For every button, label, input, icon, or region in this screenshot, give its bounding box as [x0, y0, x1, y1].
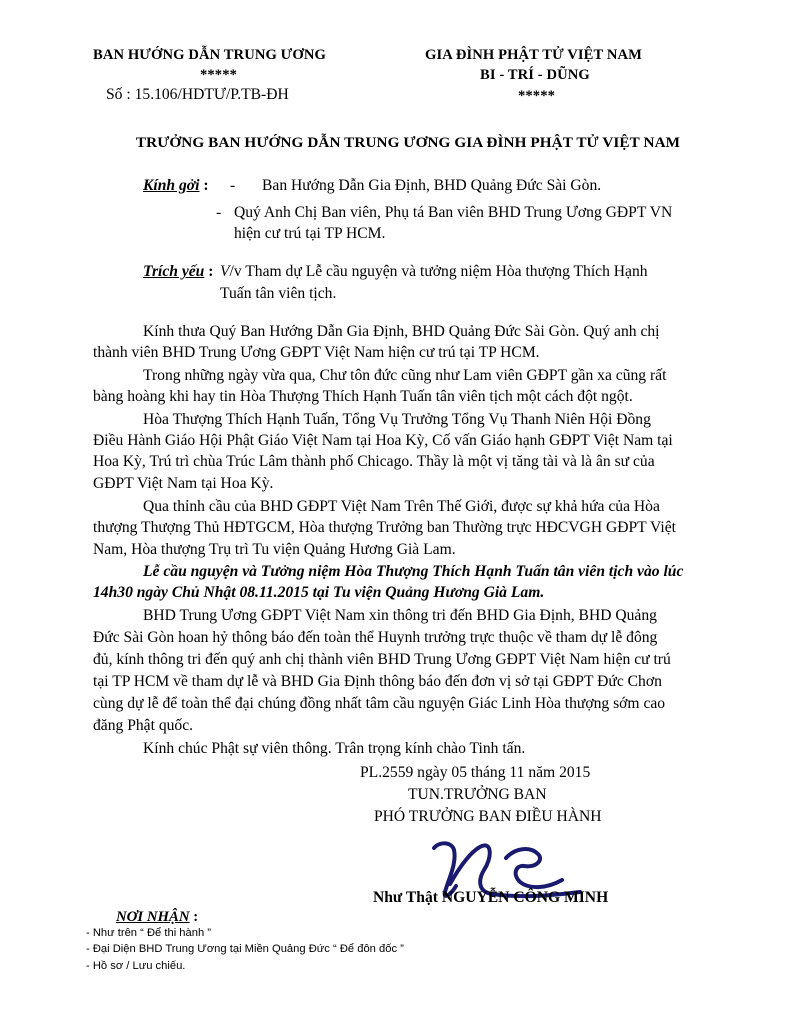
- document-number: Số : 15.106/HDTƯ/P.TB-ĐH: [106, 86, 289, 103]
- distribution-item-1: - Như trên “ Để thi hành ”: [86, 927, 212, 939]
- recipient-2-line2: hiện cư trú tại TP HCM.: [234, 225, 386, 242]
- body-p6-line4: tại TP HCM về tham dự lễ và BHD Gia Định thông báo đến đơn vị sở tại GĐPT Đức Chơn: [93, 673, 662, 690]
- body-p4-line1: Qua thỉnh cầu của BHD GĐPT Việt Nam Trên Thế Giới, được sự khả hứa của Hòa: [143, 498, 660, 515]
- body-p1-line2: thành viên BHD Trung Ương GĐPT Việt Nam hiện cư trú tại TP HCM.: [93, 344, 540, 361]
- signatory-for: TUN.TRƯỞNG BAN: [408, 786, 547, 803]
- body-p2-line1: Trong những ngày vừa qua, Chư tôn đức cũng như Lam viên GĐPT gần xa cũng rất: [143, 367, 667, 384]
- body-p6-line6: đăng Phật quốc.: [93, 717, 194, 734]
- subject-label: Trích yếu: [143, 263, 205, 280]
- organization-stars: *****: [518, 88, 555, 104]
- subject-line1: [220, 263, 648, 281]
- subject-line2: Tuấn tân viên tịch.: [220, 285, 337, 302]
- distribution-item-2: - Đại Diện BHD Trung Ương tại Miền Quảng Đức “ Để đôn đốc ”: [86, 943, 404, 955]
- recipients-colon: :: [199, 177, 209, 194]
- body-closing-greeting: Kính chúc Phật sự viên thông. Trân trọng kính chào Tinh tấn.: [143, 740, 526, 757]
- organization-name: GIA ĐÌNH PHẬT TỬ VIỆT NAM: [425, 47, 642, 63]
- body-p6-line3: đủ, kính thông tri đến quý anh chị thành viên BHD Trung Ương GĐPT Việt Nam hiện cư trú: [93, 651, 671, 668]
- subject-vv: V: [220, 263, 230, 280]
- issuer-stars: *****: [200, 67, 237, 83]
- subject-text: /v Tham dự Lễ cầu nguyện và tưởng niệm Hòa thượng Thích Hạnh: [229, 263, 648, 280]
- recipients-label-wrap: [143, 177, 209, 195]
- recipient-2-line1: Quý Anh Chị Ban viên, Phụ tá Ban viên BHD Trung Ương GĐPT VN: [234, 204, 673, 221]
- distribution-item-3: - Hồ sơ / Lưu chiếu.: [86, 960, 186, 972]
- recipient-2-dash: -: [216, 204, 222, 221]
- issuer-org: BAN HƯỚNG DẪN TRUNG ƯƠNG: [93, 47, 326, 63]
- body-p3-line3: Hoa Kỳ, Trú trì chùa Trúc Lâm thành phố Chicago. Thầy là một vị tăng tài và là ân sư của: [93, 453, 655, 470]
- body-p6-line2: Đức Sài Gòn hoan hỷ thông báo đến toàn thể Huynh trưởng trực thuộc về tham dự lễ đông: [93, 629, 658, 646]
- distribution-label: NƠI NHẬN: [116, 909, 190, 925]
- signatory-name: Như Thật NGUYỄN CÔNG MINH: [373, 889, 609, 906]
- subject-label-wrap: [143, 263, 213, 281]
- body-p2-line2: bàng hoàng khi hay tin Hòa Thượng Thích Hạnh Tuấn tân viên tịch một cách đột ngột.: [93, 388, 633, 405]
- body-p4-line2: thượng Thượng Thủ HĐTGCM, Hòa thượng Trưởng ban Thường trực HĐCVGH GĐPT Việt: [93, 519, 676, 536]
- recipient-1-dash: -: [230, 177, 236, 194]
- ceremony-announcement-line1: Lễ cầu nguyện và Tưởng niệm Hòa Thượng Thích Hạnh Tuấn tân viên tịch vào lúc: [143, 563, 684, 580]
- body-p1-line1: Kính thưa Quý Ban Hướng Dẫn Gia Định, BHD Quảng Đức Sài Gòn. Quý anh chị: [143, 323, 660, 340]
- organization-motto: BI - TRÍ - DŨNG: [480, 67, 590, 83]
- subject-colon: :: [204, 263, 214, 280]
- recipient-1: Ban Hướng Dẫn Gia Định, BHD Quảng Đức Sài Gòn.: [262, 177, 602, 194]
- body-p3-line2: Điều Hành Giáo Hội Phật Giáo Việt Nam tại Hoa Kỳ, Cố vấn Giáo hạnh GĐPT Việt Nam tại: [93, 432, 673, 449]
- body-p4-line3: Nam, Hòa thượng Trụ trì Tu viện Quảng Hương Già Lam.: [93, 541, 456, 558]
- document-title: TRƯỞNG BAN HƯỚNG DẪN TRUNG ƯƠNG GIA ĐÌNH PHẬT TỬ VIỆT NAM: [135, 134, 681, 151]
- ceremony-announcement-line2: 14h30 ngày Chủ Nhật 08.11.2015 tại Tu viện Quảng Hương Già Lam.: [93, 584, 545, 601]
- distribution-colon: :: [189, 909, 199, 925]
- body-p3-line1: Hòa Thượng Thích Hạnh Tuấn, Tổng Vụ Trưởng Tổng Vụ Thanh Niên Hội Đồng: [143, 411, 651, 428]
- distribution-label-wrap: [116, 909, 198, 926]
- body-p6-line1: BHD Trung Ương GĐPT Việt Nam xin thông tri đến BHD Gia Định, BHD Quảng: [143, 607, 657, 624]
- body-p6-line5: cùng dự lễ để toàn thể đại chúng đồng nhất tâm cầu nguyện Giác Linh Hòa thượng sớm cao: [93, 695, 666, 712]
- issue-date: PL.2559 ngày 05 tháng 11 năm 2015: [360, 764, 591, 781]
- signatory-position: PHÓ TRƯỞNG BAN ĐIỀU HÀNH: [374, 808, 602, 825]
- body-p3-line4: GĐPT Việt Nam tại Hoa Kỳ.: [93, 475, 274, 492]
- recipients-label: Kính gởi: [143, 177, 200, 194]
